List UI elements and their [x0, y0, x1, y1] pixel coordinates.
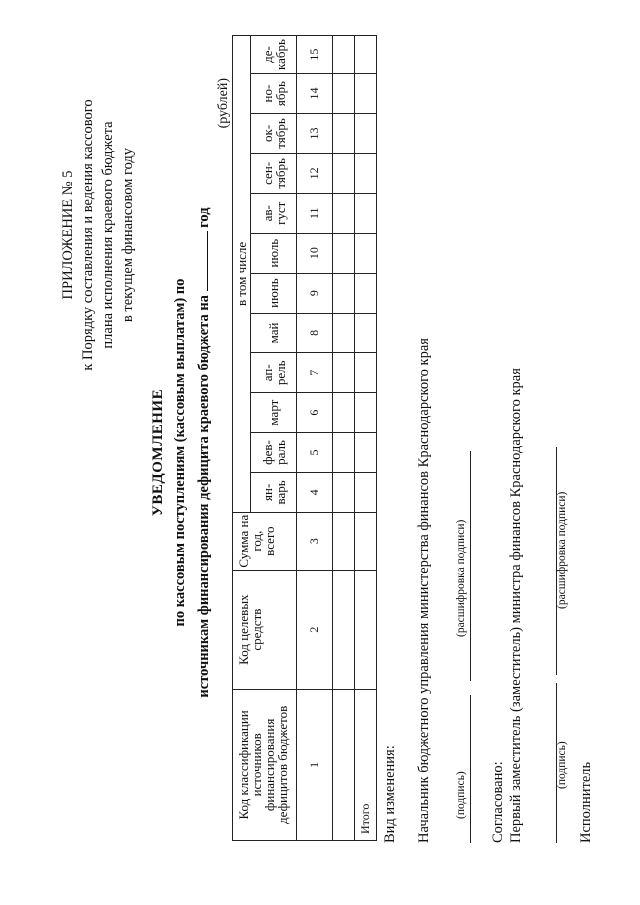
column-number: 14: [297, 74, 333, 114]
table-cell: [355, 233, 377, 273]
table-cell: [355, 393, 377, 433]
column-number: 3: [297, 512, 333, 570]
document-title: УВЕДОМЛЕНИЕ: [150, 388, 166, 517]
table-cell: [333, 570, 355, 689]
decode-line: [470, 451, 471, 681]
table-cell: [333, 74, 355, 114]
table-cell: [355, 273, 377, 313]
total-label: Итого: [355, 689, 377, 840]
table-row: [333, 36, 355, 841]
head-signature-caption: (подпись): [455, 771, 467, 819]
month-header: июнь: [251, 273, 297, 313]
month-header: фев- раль: [251, 433, 297, 473]
appendix-number: ПРИЛОЖЕНИЕ № 5: [60, 170, 76, 300]
appendix-line: к Порядку составления и ведения кассового: [80, 99, 96, 371]
column-number: 7: [297, 353, 333, 393]
agreed-decode-caption: (расшифровка подписи): [556, 491, 568, 609]
table-cell: [355, 353, 377, 393]
column-number: 15: [297, 36, 333, 74]
notification-table: [232, 35, 377, 841]
document-subtitle-year: [193, 0, 213, 905]
table-cell: [333, 233, 355, 273]
table-cell: [355, 313, 377, 353]
month-header: но- ябрь: [251, 74, 297, 114]
head-title: Начальник бюджетного управления министерства финансов Краснодарского края: [416, 338, 432, 843]
table-cell: [333, 273, 355, 313]
month-header: де- кабрь: [251, 36, 297, 74]
table-cell: [355, 570, 377, 689]
column-number: 5: [297, 433, 333, 473]
table-cell: [333, 433, 355, 473]
table-column-numbers-row: [297, 36, 333, 841]
document-subtitle: по кассовым поступлениям (кассовым выплатам) по: [172, 278, 188, 627]
table-cell: [355, 512, 377, 570]
month-header: март: [251, 393, 297, 433]
appendix-line: плана исполнения краевого бюджета: [100, 121, 116, 349]
table-cell: [355, 472, 377, 512]
table-cell: [333, 393, 355, 433]
table-cell: [333, 313, 355, 353]
month-header: май: [251, 313, 297, 353]
column-number: 1: [297, 689, 333, 840]
table-cell: [355, 36, 377, 74]
table-cell: [355, 74, 377, 114]
table-cell: [333, 689, 355, 840]
table-cell: [355, 433, 377, 473]
appendix-line: в текущем финансовом году: [120, 147, 136, 323]
column-number: 9: [297, 273, 333, 313]
month-header: июль: [251, 233, 297, 273]
table-cell: [333, 512, 355, 570]
agreed-signature-caption: (подпись): [556, 741, 568, 789]
month-header: ап- рель: [251, 353, 297, 393]
subtitle-text: источникам финансирования дефицита краевого бюджета на: [196, 295, 212, 698]
column-number: 8: [297, 313, 333, 353]
executor-label: Исполнитель: [578, 761, 594, 843]
table-total-row: [355, 36, 377, 841]
header-code-target: Код целевых средств: [233, 570, 297, 689]
header-code-source: Код классификации источников финансирования дефицитов бюджетов: [233, 689, 297, 840]
unit-label: (рублей): [216, 78, 231, 129]
column-number: 12: [297, 153, 333, 193]
header-year-sum: Сумма на год, всего: [233, 512, 297, 570]
column-number: 4: [297, 472, 333, 512]
month-header: ян- варь: [251, 472, 297, 512]
year-blank-field: [193, 231, 208, 291]
table-cell: [355, 113, 377, 153]
month-header: ок- тябрь: [251, 113, 297, 153]
table-cell: [333, 36, 355, 74]
column-number: 10: [297, 233, 333, 273]
table-cell: [333, 472, 355, 512]
column-number: 6: [297, 393, 333, 433]
change-type-label: Вид изменения:: [382, 745, 398, 843]
subtitle-year-word: год: [196, 207, 212, 228]
table-cell: [333, 193, 355, 233]
month-header: сен- тябрь: [251, 153, 297, 193]
table-cell: [333, 113, 355, 153]
column-number: 2: [297, 570, 333, 689]
signature-line: [470, 695, 471, 843]
table-cell: [355, 153, 377, 193]
table-cell: [355, 193, 377, 233]
table-cell: [333, 153, 355, 193]
agreed-title: Первый заместитель (заместитель) министра финансов Краснодарского края: [508, 368, 524, 843]
column-number: 11: [297, 193, 333, 233]
header-in-that-number: в том числе: [233, 36, 251, 513]
head-decode-caption: (расшифровка подписи): [455, 519, 467, 637]
month-header: ав- густ: [251, 193, 297, 233]
table-cell: [333, 353, 355, 393]
agreed-label: Согласовано:: [490, 761, 506, 843]
column-number: 13: [297, 113, 333, 153]
appendix-block: [58, 55, 138, 415]
